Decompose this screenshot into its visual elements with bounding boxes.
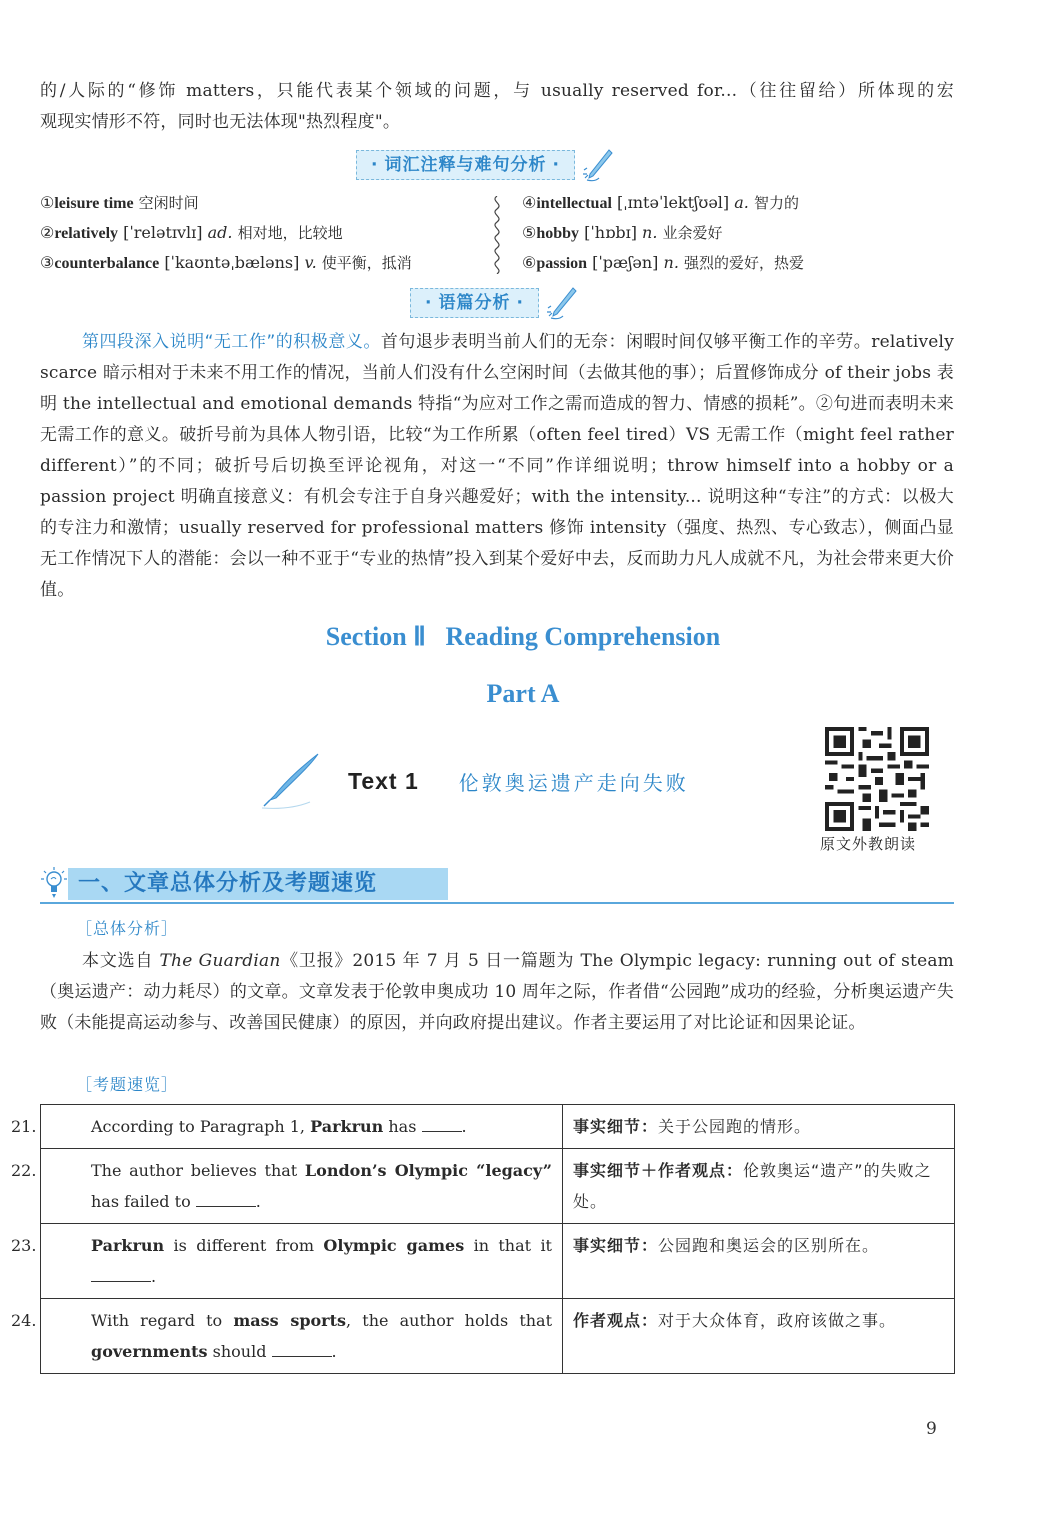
discourse-banner: [410, 286, 579, 320]
question-cell: 21. According to Paragraph 1, Parkrun has .: [41, 1105, 563, 1149]
section-title: Section Ⅱ Reading Comprehension: [325, 622, 721, 651]
questions-overview-label: ［考题速览］: [76, 1075, 179, 1094]
table-row: [41, 1299, 955, 1374]
vocab-item: ②relatively [ˈrelətɪvlɪ] ad. 相对地，比较地: [40, 223, 343, 242]
part-title: Part A: [486, 679, 560, 708]
intro-line-2: 观现实情形不符，同时也无法体现"热烈程度"。: [40, 112, 401, 132]
answer-blank: [422, 1114, 462, 1132]
vocab-item: ①leisure time 空闲时间: [40, 193, 199, 212]
question-type-cell: 事实细节＋作者观点：伦敦奥运“遗产”的失败之处。: [563, 1149, 955, 1224]
overall-analysis-label: ［总体分析］: [76, 919, 179, 938]
vocab-item: ④intellectual [ˌɪntəˈlektʃʊəl] a. 智力的: [522, 193, 799, 212]
question-cell: 23. Parkrun is different from Olympic games in that it .: [41, 1224, 563, 1299]
questions-table: [11, 1104, 955, 1374]
question-number: 22.: [11, 1161, 37, 1180]
question-cell: 22. The author believes that London’s Olympic “legacy” has failed to .: [41, 1149, 563, 1224]
question-cell: 24. With regard to mass sports, the author holds that governments should .: [41, 1299, 563, 1374]
question-number: 24.: [11, 1311, 37, 1330]
vocab-item: ⑤hobby [ˈhɒbɪ] n. 业余爱好: [522, 223, 723, 242]
answer-blank: [272, 1339, 332, 1357]
answer-blank: [196, 1189, 256, 1207]
text-label: Text 1: [348, 767, 419, 794]
overview-heading: 一、文章总体分析及考题速览: [78, 871, 378, 896]
question-type-cell: 事实细节：关于公园跑的情形。: [563, 1105, 955, 1149]
question-type-cell: 作者观点：对于大众体育，政府该做之事。: [563, 1299, 955, 1374]
text-heading: [260, 752, 689, 810]
divider: [40, 902, 954, 904]
question-number: 21.: [11, 1117, 37, 1136]
discourse-body: 首句退步表明当前人们的无奈：闲暇时间仅够平衡工作的辛劳。relatively scarce 暗示相对于未来不用工作的情况，当前人们没有什么空闲时间（去做其他的事）；后置修饰成分 of their jobs 表明 the intellectual and emotional demands 特指“为应对工作之需而造成的智力、情感的损耗”。②句进而表明未来无需工作的意义。破折号前为具体人物引语，比较“为工作所累（often feel tired）VS 无需工作（might feel rather different）”的不同；破折号后切换至评论视角，对这一“不同”作详细说明；throw himself into a hobby or a passion project 明确直接意义：有机会专注于自身兴趣爱好；with the intensity... 说明这种“专注”的方式：以极大的专注力和激情；usually reserved for professional matters 修饰 intensity（强度、热烈、专心致志），侧面凸显无工作情况下人的潜能：会以一种不亚于“专业的热情”投入到某个爱好中去，反而助力凡人成就不凡，为社会带来更大价值。: [40, 332, 954, 600]
table-row: [41, 1105, 955, 1149]
pen-icon: [545, 286, 579, 320]
discourse-banner-label: 语篇分析: [438, 293, 511, 313]
quill-pen-icon: [260, 752, 322, 810]
table-row: [41, 1149, 955, 1224]
intro-line-1: 的/人际的“修饰 matters，只能代表某个领域的问题，与 usually reserved for...（往往留给）所体现的宏: [40, 81, 954, 101]
question-number: 23.: [11, 1236, 37, 1255]
question-type-cell: 事实细节：公园跑和奥运会的区别所在。: [563, 1224, 955, 1299]
vocab-banner-label: 词汇注释与难句分析: [384, 155, 547, 175]
discourse-banner-box: · 语篇分析 ·: [410, 288, 539, 318]
source-title: The Guardian: [159, 951, 281, 971]
table-row: [41, 1224, 955, 1299]
vocab-banner: [356, 148, 615, 182]
vocab-item: ⑥passion [ˈpæʃən] n. 强烈的爱好，热爱: [522, 253, 805, 272]
page-number: 9: [926, 1419, 937, 1439]
vocab-list-left: [40, 188, 412, 278]
discourse-paragraph: [40, 327, 954, 606]
intro-paragraph: [40, 76, 954, 138]
vocab-banner-box: · 词汇注释与难句分析 ·: [356, 150, 575, 180]
qr-code[interactable]: [825, 727, 929, 831]
qr-caption: 原文外教朗读: [820, 835, 917, 853]
overall-analysis-paragraph: 本文选自 The Guardian《卫报》2015 年 7 月 5 日一篇题为 The Olympic legacy: running out of steam（奥运遗产：动力耗尽）的文章。文章发表于伦敦申奥成功 10 周年之际，作者借“公园跑”成功的经验，分析奥运遗产失败（未能提高运动参与、改善国民健康）的原因，并向政府提出建议。作者主要运用了对比论证和因果论证。: [40, 951, 954, 1033]
discourse-lead: 第四段深入说明“无工作”的积极意义。: [82, 332, 381, 352]
vocab-item: ③counterbalance [ˈkaʊntəˌbæləns] v. 使平衡，抵消: [40, 253, 412, 272]
text-title: 伦敦奥运遗产走向失败: [458, 770, 689, 795]
answer-blank: [91, 1264, 151, 1282]
squiggle-divider-icon: [490, 196, 504, 274]
vocab-list-right: [522, 188, 804, 278]
pen-icon: [581, 148, 615, 182]
overview-heading-bar: [40, 864, 954, 904]
lightbulb-icon: [40, 866, 68, 900]
